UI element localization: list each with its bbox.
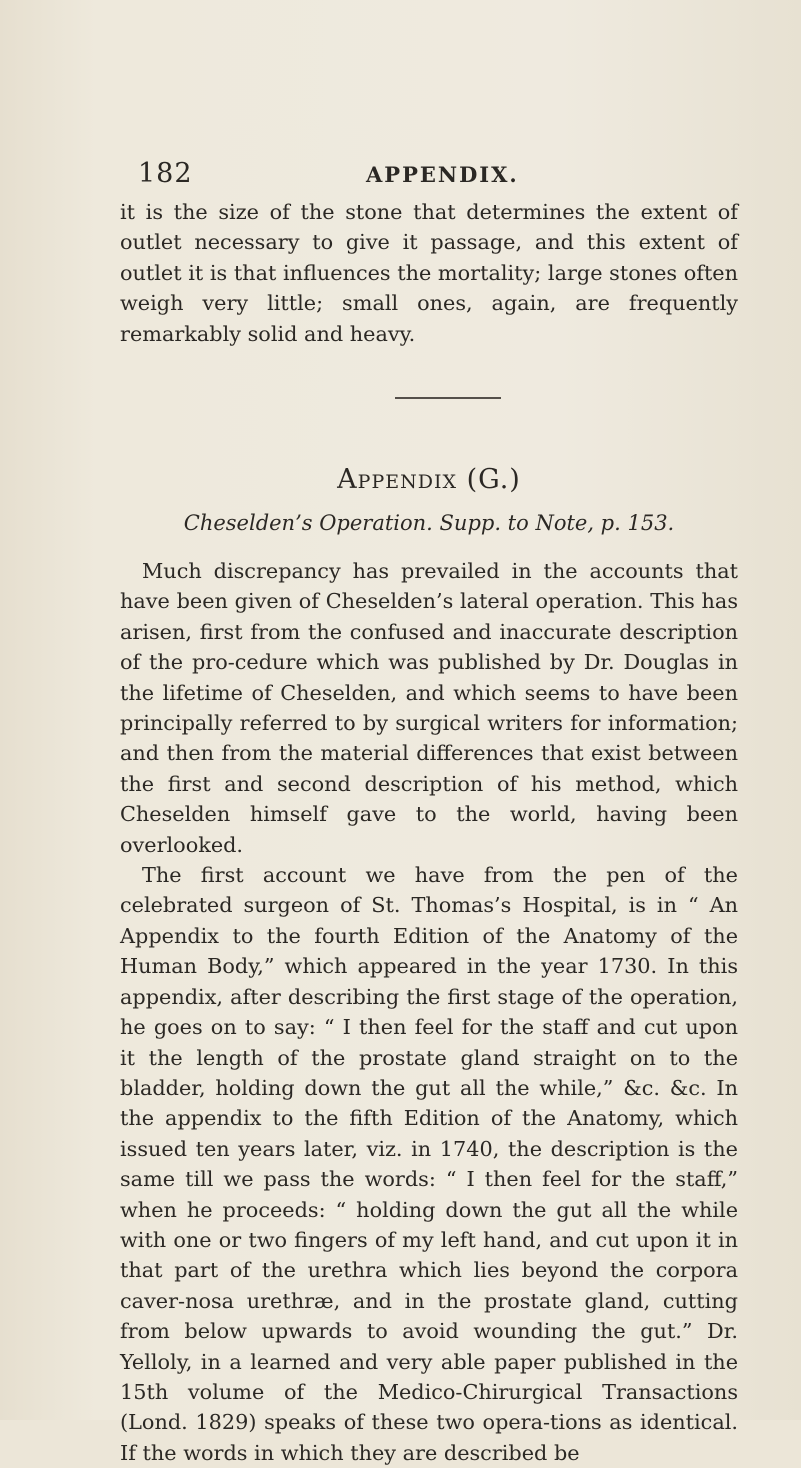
appendix-subheading: Cheselden’s Operation. Supp. to Note, p. 153.: [183, 511, 675, 535]
appendix-body: [120, 556, 738, 1468]
running-head: APPENDIX.: [366, 162, 519, 187]
body-paragraph-2: The first account we have from the pen of the celebrated surgeon of St. Thomas’s Hospital, is in “ An Appendix to the fourth Edition of the Anatomy of the Human Body,” which appeared in the year 1730. In this appendix, after describing the first stage of the operation, he goes on to say: “ I then feel for the staff and cut upon it the length of the prostate gland straight on to the bladder, holding down the gut all the while,” &c. &c. In the appendix to the fifth Edition of the Anatomy, which issued ten years later, viz. in 1740, the description is the same till we pass the words: “ I then feel for the staff,” when he proceeds: “ holding down the gut all the while with one or two fingers of my left hand, and cut upon it in that part of the urethra which lies beyond the corpora caver-nosa urethræ, and in the prostate gland, cutting from below upwards to avoid wounding the gut.” Dr. Yelloly, in a learned and very able paper published in the 15th volume of the Medico-Chirurgical Transactions (Lond. 1829) speaks of these two opera-tions as identical. If the words in which they are described be: [120, 863, 738, 1465]
page-header: [138, 158, 738, 198]
section-divider: [395, 397, 501, 399]
continuation-paragraph-block: [120, 197, 738, 349]
continuation-paragraph: it is the size of the stone that determines the extent of outlet necessary to give it passage, and this extent of outlet it is that influences the mortality; large stones often weigh very little; small ones, again, are frequently remarkably solid and heavy.: [120, 200, 738, 346]
page-number: 182: [138, 158, 193, 189]
appendix-heading: Appendix (G.): [337, 464, 521, 495]
body-paragraph-1: Much discrepancy has prevailed in the accounts that have been given of Cheselden’s lateral operation. This has arisen, first from the confused and inaccurate description of the pro-cedure which was published by Dr. Douglas in the lifetime of Cheselden, and which seems to have been principally referred to by surgical writers for information; and then from the material differences that exist between the first and second description of his method, which Cheselden himself gave to the world, having been overlooked.: [120, 559, 738, 857]
